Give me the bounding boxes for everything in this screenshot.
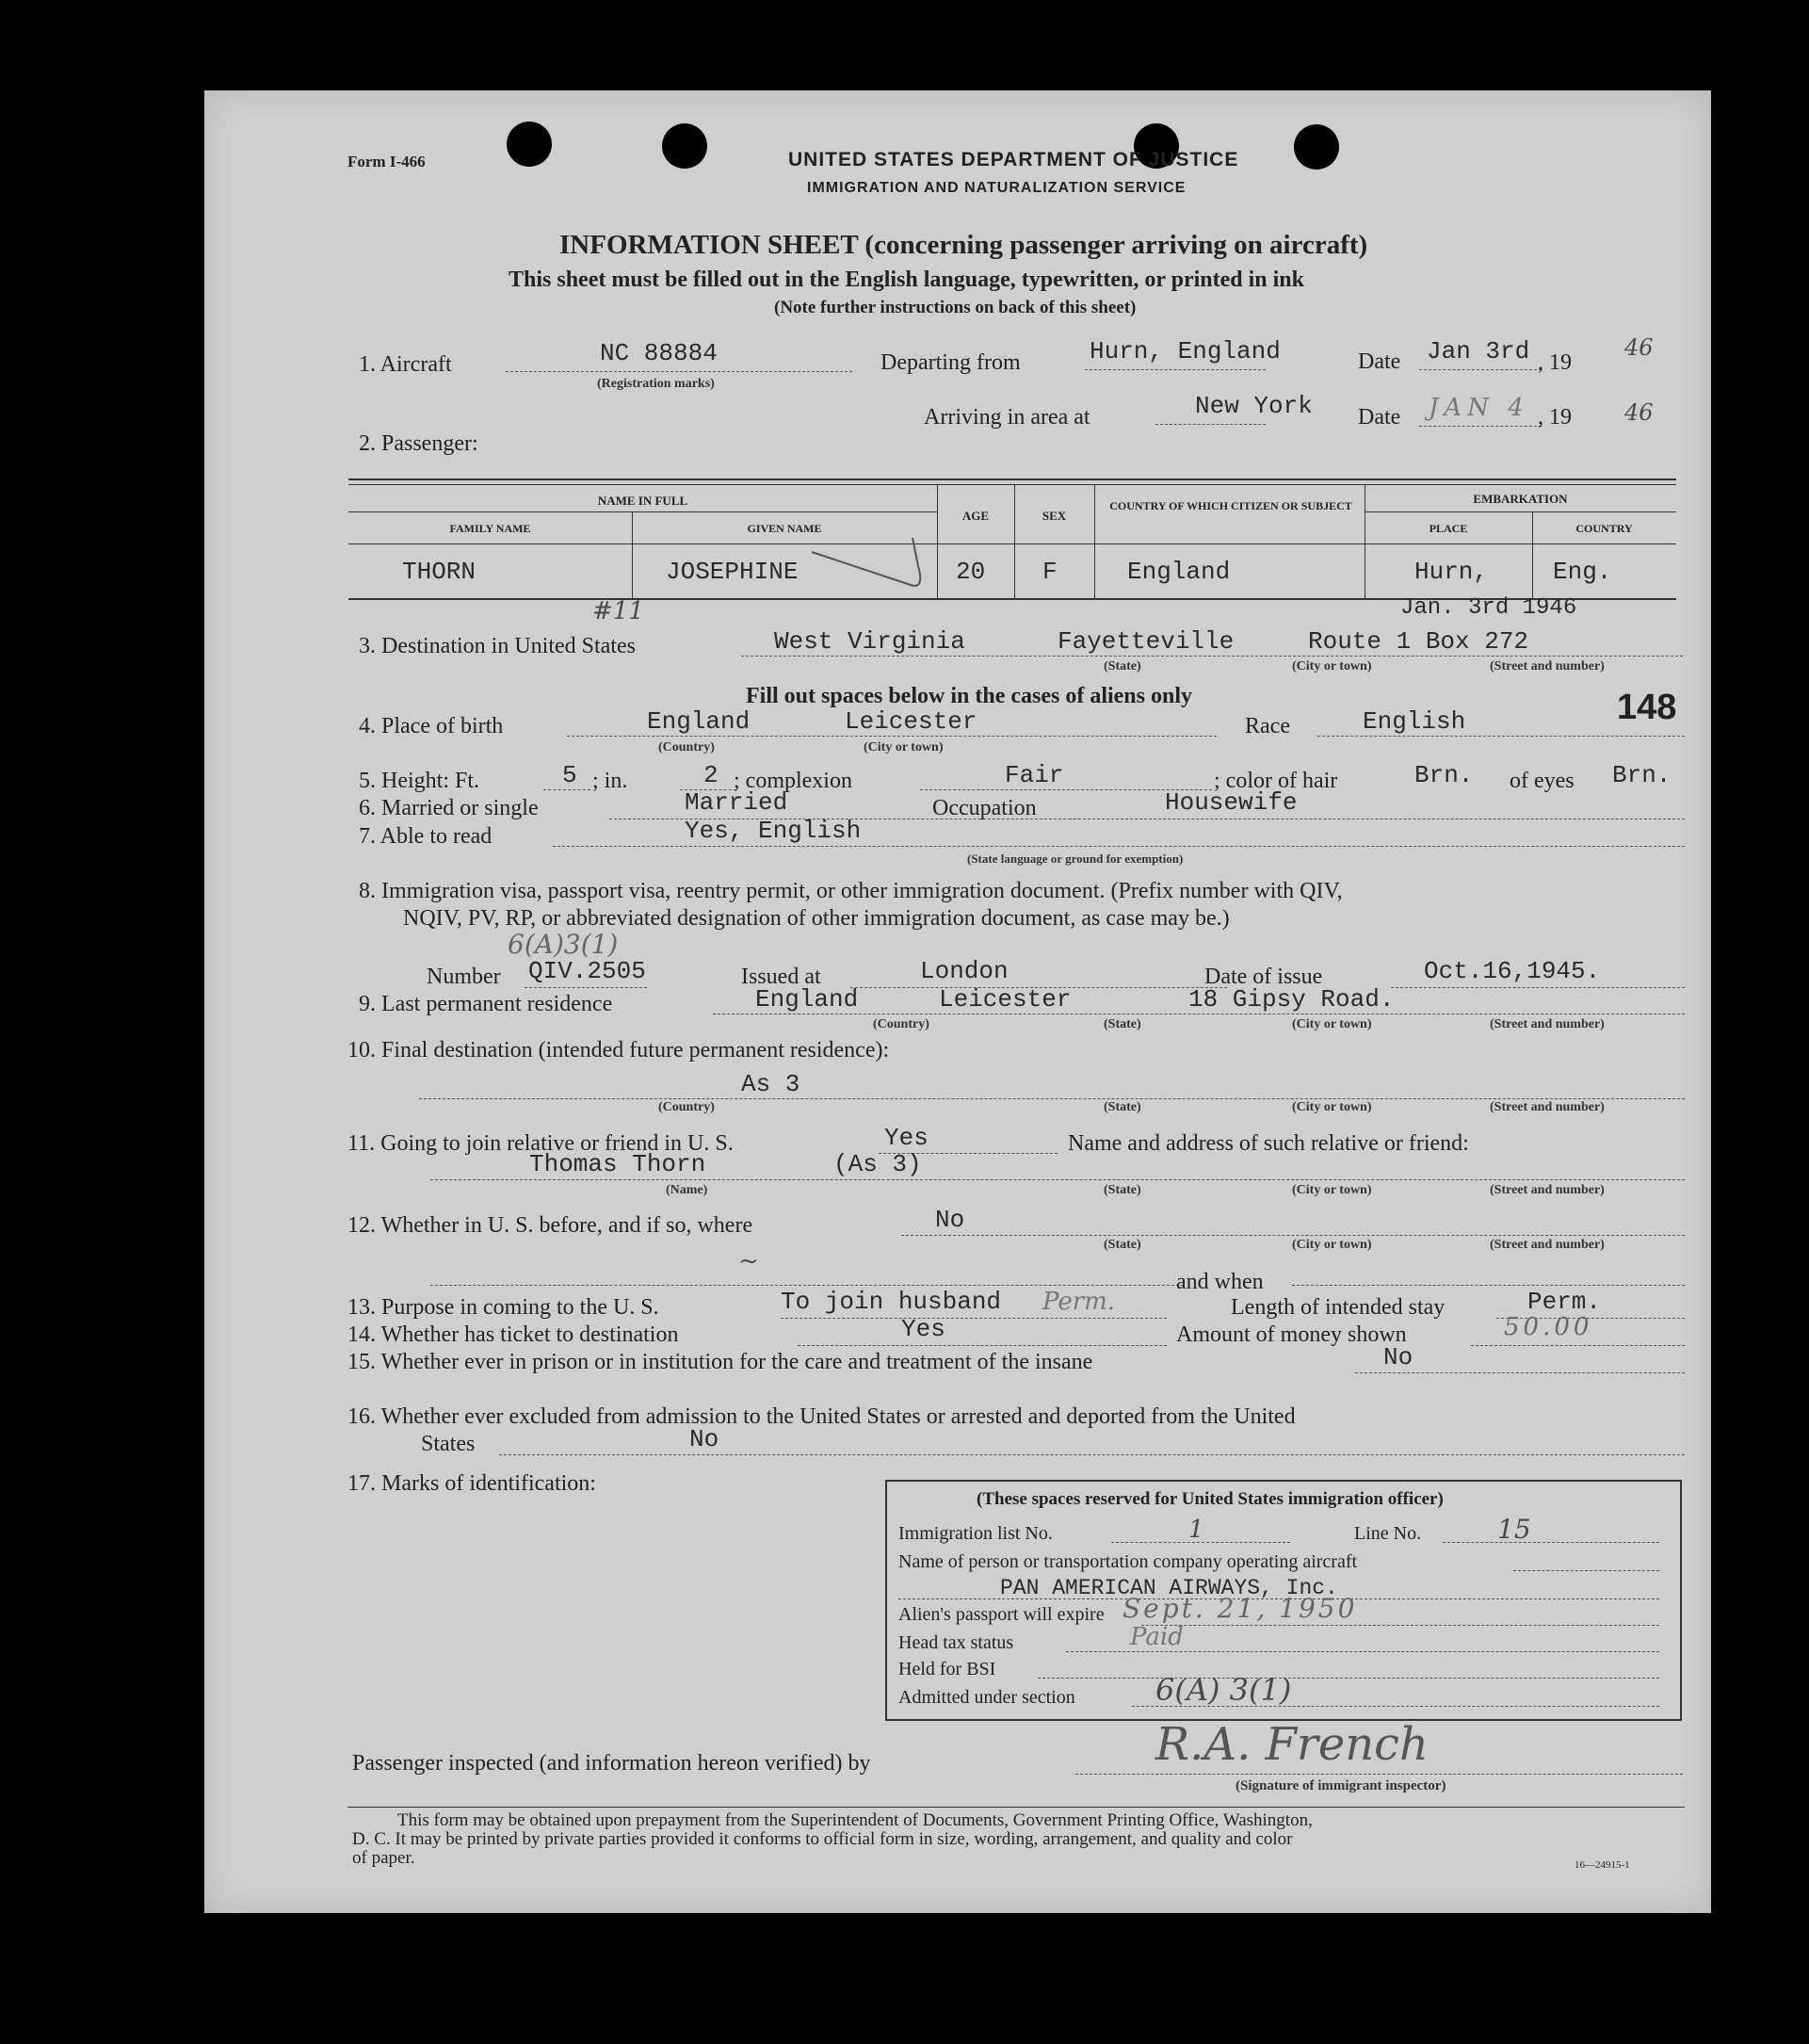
prison-value: No [1383, 1343, 1413, 1371]
embark-date-value: Jan. 3rd 1946 [1400, 595, 1577, 621]
caption-city: (City or town) [864, 740, 944, 754]
check-mark [807, 533, 939, 597]
passenger-note: #11 [592, 597, 644, 625]
arr-year-prefix: , 19 [1538, 405, 1572, 430]
form-sheet [204, 90, 1711, 1913]
departing-value: Hurn, England [1090, 337, 1281, 365]
read-value: Yes, English [685, 817, 862, 845]
excluded-line [499, 1454, 1685, 1455]
relative-name: Thomas Thorn [529, 1150, 706, 1178]
age-value: 20 [956, 558, 986, 586]
arriving-line [1155, 424, 1266, 425]
punch-hole [507, 122, 552, 167]
purpose-hand: Perm. [1042, 1288, 1116, 1316]
embarkation-header: EMBARKATION [1473, 492, 1568, 506]
final-destination-label: 10. Final destination (intended future permanent residence): [347, 1038, 890, 1063]
passport-line [1141, 1625, 1659, 1626]
stay-label: Length of intended stay [1231, 1295, 1446, 1320]
inspector-signature: R.A. French [1155, 1718, 1429, 1771]
occupation-label: Occupation [932, 796, 1037, 820]
headtax-value: Paid [1130, 1623, 1184, 1651]
caption-country: (Country) [658, 1100, 715, 1114]
eyes-label: of eyes [1510, 769, 1575, 793]
birth-country: England [647, 707, 751, 736]
aircraft-line [506, 371, 852, 372]
read-caption: (State language or ground for exemption) [967, 852, 1184, 866]
visa-number-label: Number [427, 965, 501, 989]
identification-label: 17. Marks of identification: [347, 1471, 596, 1496]
operator-value: PAN AMERICAN AIRWAYS, Inc. [1000, 1576, 1338, 1600]
footer-code: 16—24915-1 [1575, 1859, 1630, 1871]
service-title: IMMIGRATION AND NATURALIZATION SERVICE [807, 180, 1187, 196]
caption-city: (City or town) [1292, 1100, 1372, 1114]
signature-line [1075, 1774, 1683, 1775]
eyes-value: Brn. [1612, 761, 1672, 789]
join-label: 11. Going to join relative or friend in U. S. [347, 1131, 734, 1156]
bsi-label: Held for BSI [898, 1659, 996, 1679]
caption-street: (Street and number) [1490, 1183, 1605, 1197]
section-value: 6(A) 3(1) [1155, 1672, 1292, 1708]
caption-state: (State) [1104, 659, 1141, 673]
registration-caption: (Registration marks) [597, 377, 715, 391]
race-label: Race [1245, 714, 1290, 738]
family-name-value: THORN [402, 558, 476, 586]
footer-text-2: D. C. It may be printed by private parties provided it conforms to official form in size, wording, arrangement, and quality and color [352, 1829, 1293, 1849]
visa-number-line [525, 987, 647, 988]
caption-city: (City or town) [1292, 1183, 1372, 1197]
caption-street: (Street and number) [1490, 1100, 1605, 1114]
visa-line2: NQIV, PV, RP, or abbreviated designation of other immigration document, as case may be.) [403, 906, 1230, 931]
residence-label: 9. Last permanent residence [359, 992, 613, 1016]
excluded-value: No [689, 1425, 719, 1453]
previous-visit-value: No [935, 1206, 965, 1234]
date-value: Jan 3rd [1427, 337, 1530, 365]
sheet-note: (Note further instructions on back of this sheet) [774, 298, 1137, 317]
complexion-label: ; complexion [734, 769, 852, 793]
given-name-value: JOSEPHINE [666, 558, 799, 586]
hair-label: ; color of hair [1214, 769, 1338, 793]
birth-city: Leicester [845, 707, 977, 736]
final-destination-value: As 3 [741, 1070, 800, 1098]
relative-label: Name and address of such relative or friend: [1068, 1131, 1469, 1156]
caption-name: (Name) [666, 1183, 708, 1197]
passport-label: Alien's passport will expire [898, 1604, 1105, 1625]
sex-header: SEX [1042, 509, 1067, 523]
officer-box [885, 1480, 1682, 1721]
line-line [1443, 1542, 1659, 1543]
money-line [1471, 1345, 1685, 1346]
relative-address: (As 3) [833, 1150, 922, 1178]
list-label: Immigration list No. [898, 1523, 1053, 1544]
department-title: UNITED STATES DEPARTMENT OF JUSTICE [788, 149, 1239, 170]
race-value: English [1363, 707, 1466, 736]
inspected-label: Passenger inspected (and information hereon verified) by [352, 1751, 871, 1776]
date-label: Date [1358, 349, 1401, 374]
bsi-line [1038, 1678, 1659, 1679]
caption-street: (Street and number) [1490, 1017, 1605, 1031]
visa-number: QIV.2505 [528, 957, 646, 985]
when-line-2 [1292, 1285, 1685, 1286]
passenger-label: 2. Passenger: [359, 431, 478, 456]
arr-date-line [1419, 426, 1542, 427]
operator-line [1513, 1570, 1659, 1571]
embark-country-value: Eng. [1553, 558, 1612, 586]
complexion-value: Fair [1005, 761, 1064, 789]
dash-mark: ~ [738, 1247, 759, 1275]
arr-year-value: 46 [1624, 399, 1654, 426]
destination-line [741, 656, 1683, 657]
destination-state: West Virginia [774, 627, 965, 656]
operator-label: Name of person or transportation company operating aircraft [898, 1551, 1358, 1572]
name-in-full-header: NAME IN FULL [597, 494, 688, 508]
caption-city: (City or town) [1292, 659, 1372, 673]
headtax-label: Head tax status [898, 1632, 1014, 1653]
citizen-header: COUNTRY OF WHICH CITIZEN OR SUBJECT [1109, 499, 1352, 512]
caption-city: (City or town) [1292, 1017, 1372, 1031]
final-destination-line [419, 1098, 1685, 1099]
stay-value: Perm. [1527, 1288, 1602, 1316]
previous-visit-line [901, 1235, 1685, 1236]
headtax-line [1066, 1651, 1659, 1652]
purpose-value: To join husband [781, 1288, 1002, 1316]
citizen-value: England [1127, 558, 1231, 586]
caption-street: (Street and number) [1490, 1238, 1605, 1252]
footer-rule [347, 1807, 1685, 1808]
destination-street: Route 1 Box 272 [1308, 627, 1529, 656]
hair-value: Brn. [1414, 761, 1474, 789]
ticket-line [798, 1345, 1167, 1346]
line-value: 15 [1497, 1514, 1531, 1545]
place-header: PLACE [1429, 522, 1468, 535]
line-label: Line No. [1354, 1523, 1422, 1544]
sheet-title: INFORMATION SHEET (concerning passenger arriving on aircraft) [559, 230, 1368, 260]
height-ft-line [543, 789, 590, 790]
read-label: 7. Able to read [359, 824, 493, 849]
prison-line [1355, 1372, 1685, 1373]
arriving-label: Arriving in area at [924, 405, 1090, 430]
ticket-label: 14. Whether has ticket to destination [347, 1322, 679, 1347]
section-label: Admitted under section [898, 1687, 1075, 1708]
excluded-line2: States [421, 1432, 476, 1456]
caption-country: (Country) [658, 740, 715, 754]
officer-heading: (These spaces reserved for United States immigration officer) [977, 1489, 1444, 1509]
read-line [553, 846, 1685, 847]
caption-city: (City or town) [1292, 1238, 1372, 1252]
date-line [1419, 369, 1542, 370]
visa-line1: 8. Immigration visa, passport visa, reentry permit, or other immigration document. (Prefix number with QIV, [359, 879, 1343, 903]
married-label: 6. Married or single [359, 796, 539, 820]
issue-date-label: Date of issue [1204, 965, 1323, 989]
previous-visit-label: 12. Whether in U. S. before, and if so, where [347, 1213, 753, 1238]
money-value: 50.00 [1504, 1313, 1593, 1341]
departing-label: Departing from [880, 350, 1021, 375]
age-header: AGE [961, 509, 990, 523]
residence-country: England [755, 985, 859, 1014]
residence-city: 18 Gipsy Road. [1188, 985, 1395, 1014]
birthplace-label: 4. Place of birth [359, 714, 504, 738]
aircraft-label: 1. Aircraft [359, 352, 452, 377]
join-value: Yes [884, 1124, 929, 1152]
arr-date-label: Date [1358, 405, 1401, 430]
punch-hole [1294, 124, 1339, 170]
given-name-header: GIVEN NAME [747, 522, 822, 535]
when-line [430, 1285, 1184, 1286]
footer-text-3: of paper. [352, 1848, 415, 1868]
birthplace-line [567, 736, 1217, 737]
list-value: 1 [1188, 1516, 1204, 1544]
height-ft: 5 [562, 761, 577, 789]
height-in: 2 [703, 761, 719, 789]
caption-state: (State) [1104, 1017, 1141, 1031]
prison-label: 15. Whether ever in prison or in institution for the care and treatment of the insane [347, 1350, 1093, 1374]
caption-state: (State) [1104, 1183, 1141, 1197]
year-prefix: , 19 [1538, 350, 1572, 375]
inches-label: ; in. [592, 769, 628, 793]
signature-caption: (Signature of immigrant inspector) [1236, 1778, 1446, 1793]
height-label: 5. Height: Ft. [359, 769, 480, 793]
departing-line [1085, 369, 1266, 370]
when-label: and when [1176, 1270, 1264, 1294]
aircraft-value: NC 88884 [600, 339, 718, 367]
purpose-label: 13. Purpose in coming to the U. S. [347, 1295, 659, 1320]
caption-state: (State) [1104, 1238, 1141, 1252]
issue-date-value: Oct.16,1945. [1424, 957, 1601, 985]
excluded-line1: 16. Whether ever excluded from admission to the United States or arrested and deported from the United [347, 1404, 1296, 1429]
purpose-line [781, 1318, 1167, 1319]
issued-label: Issued at [741, 965, 821, 989]
caption-state: (State) [1104, 1100, 1141, 1114]
relative-line [430, 1179, 1685, 1180]
passport-value: Sept. 21, 1950 [1123, 1593, 1358, 1624]
caption-street: (Street and number) [1490, 659, 1605, 673]
sheet-subtitle: This sheet must be filled out in the English language, typewritten, or printed in ink [509, 268, 1304, 292]
year-value: 46 [1624, 334, 1654, 361]
aliens-heading: Fill out spaces below in the cases of aliens only [746, 684, 1193, 708]
arriving-value: New York [1195, 392, 1313, 420]
money-label: Amount of money shown [1176, 1322, 1407, 1347]
punch-hole [662, 123, 707, 169]
residence-state: Leicester [939, 985, 1072, 1014]
family-name-header: FAMILY NAME [449, 522, 531, 535]
caption-country: (Country) [873, 1017, 929, 1031]
race-line [1317, 736, 1685, 737]
issued-value: London [920, 957, 1009, 985]
embark-place-value: Hurn, [1414, 558, 1489, 586]
footer-text-1: This form may be obtained upon prepayment from the Superintendent of Documents, Government Printing Office, Washington, [397, 1810, 1313, 1830]
ticket-value: Yes [901, 1315, 945, 1343]
country-header: COUNTRY [1575, 522, 1633, 535]
sex-value: F [1042, 558, 1058, 586]
issue-date-line [1391, 987, 1685, 988]
arr-date-value: JAN 4 [1429, 394, 1529, 422]
married-value: Married [685, 788, 788, 817]
occupation-value: Housewife [1165, 788, 1298, 817]
destination-city: Fayetteville [1058, 627, 1235, 656]
destination-label: 3. Destination in United States [359, 634, 636, 658]
stamp-number: 148 [1617, 688, 1677, 727]
form-number: Form I-466 [347, 153, 426, 170]
visa-hand-note: 6(A)3(1) [508, 929, 619, 960]
